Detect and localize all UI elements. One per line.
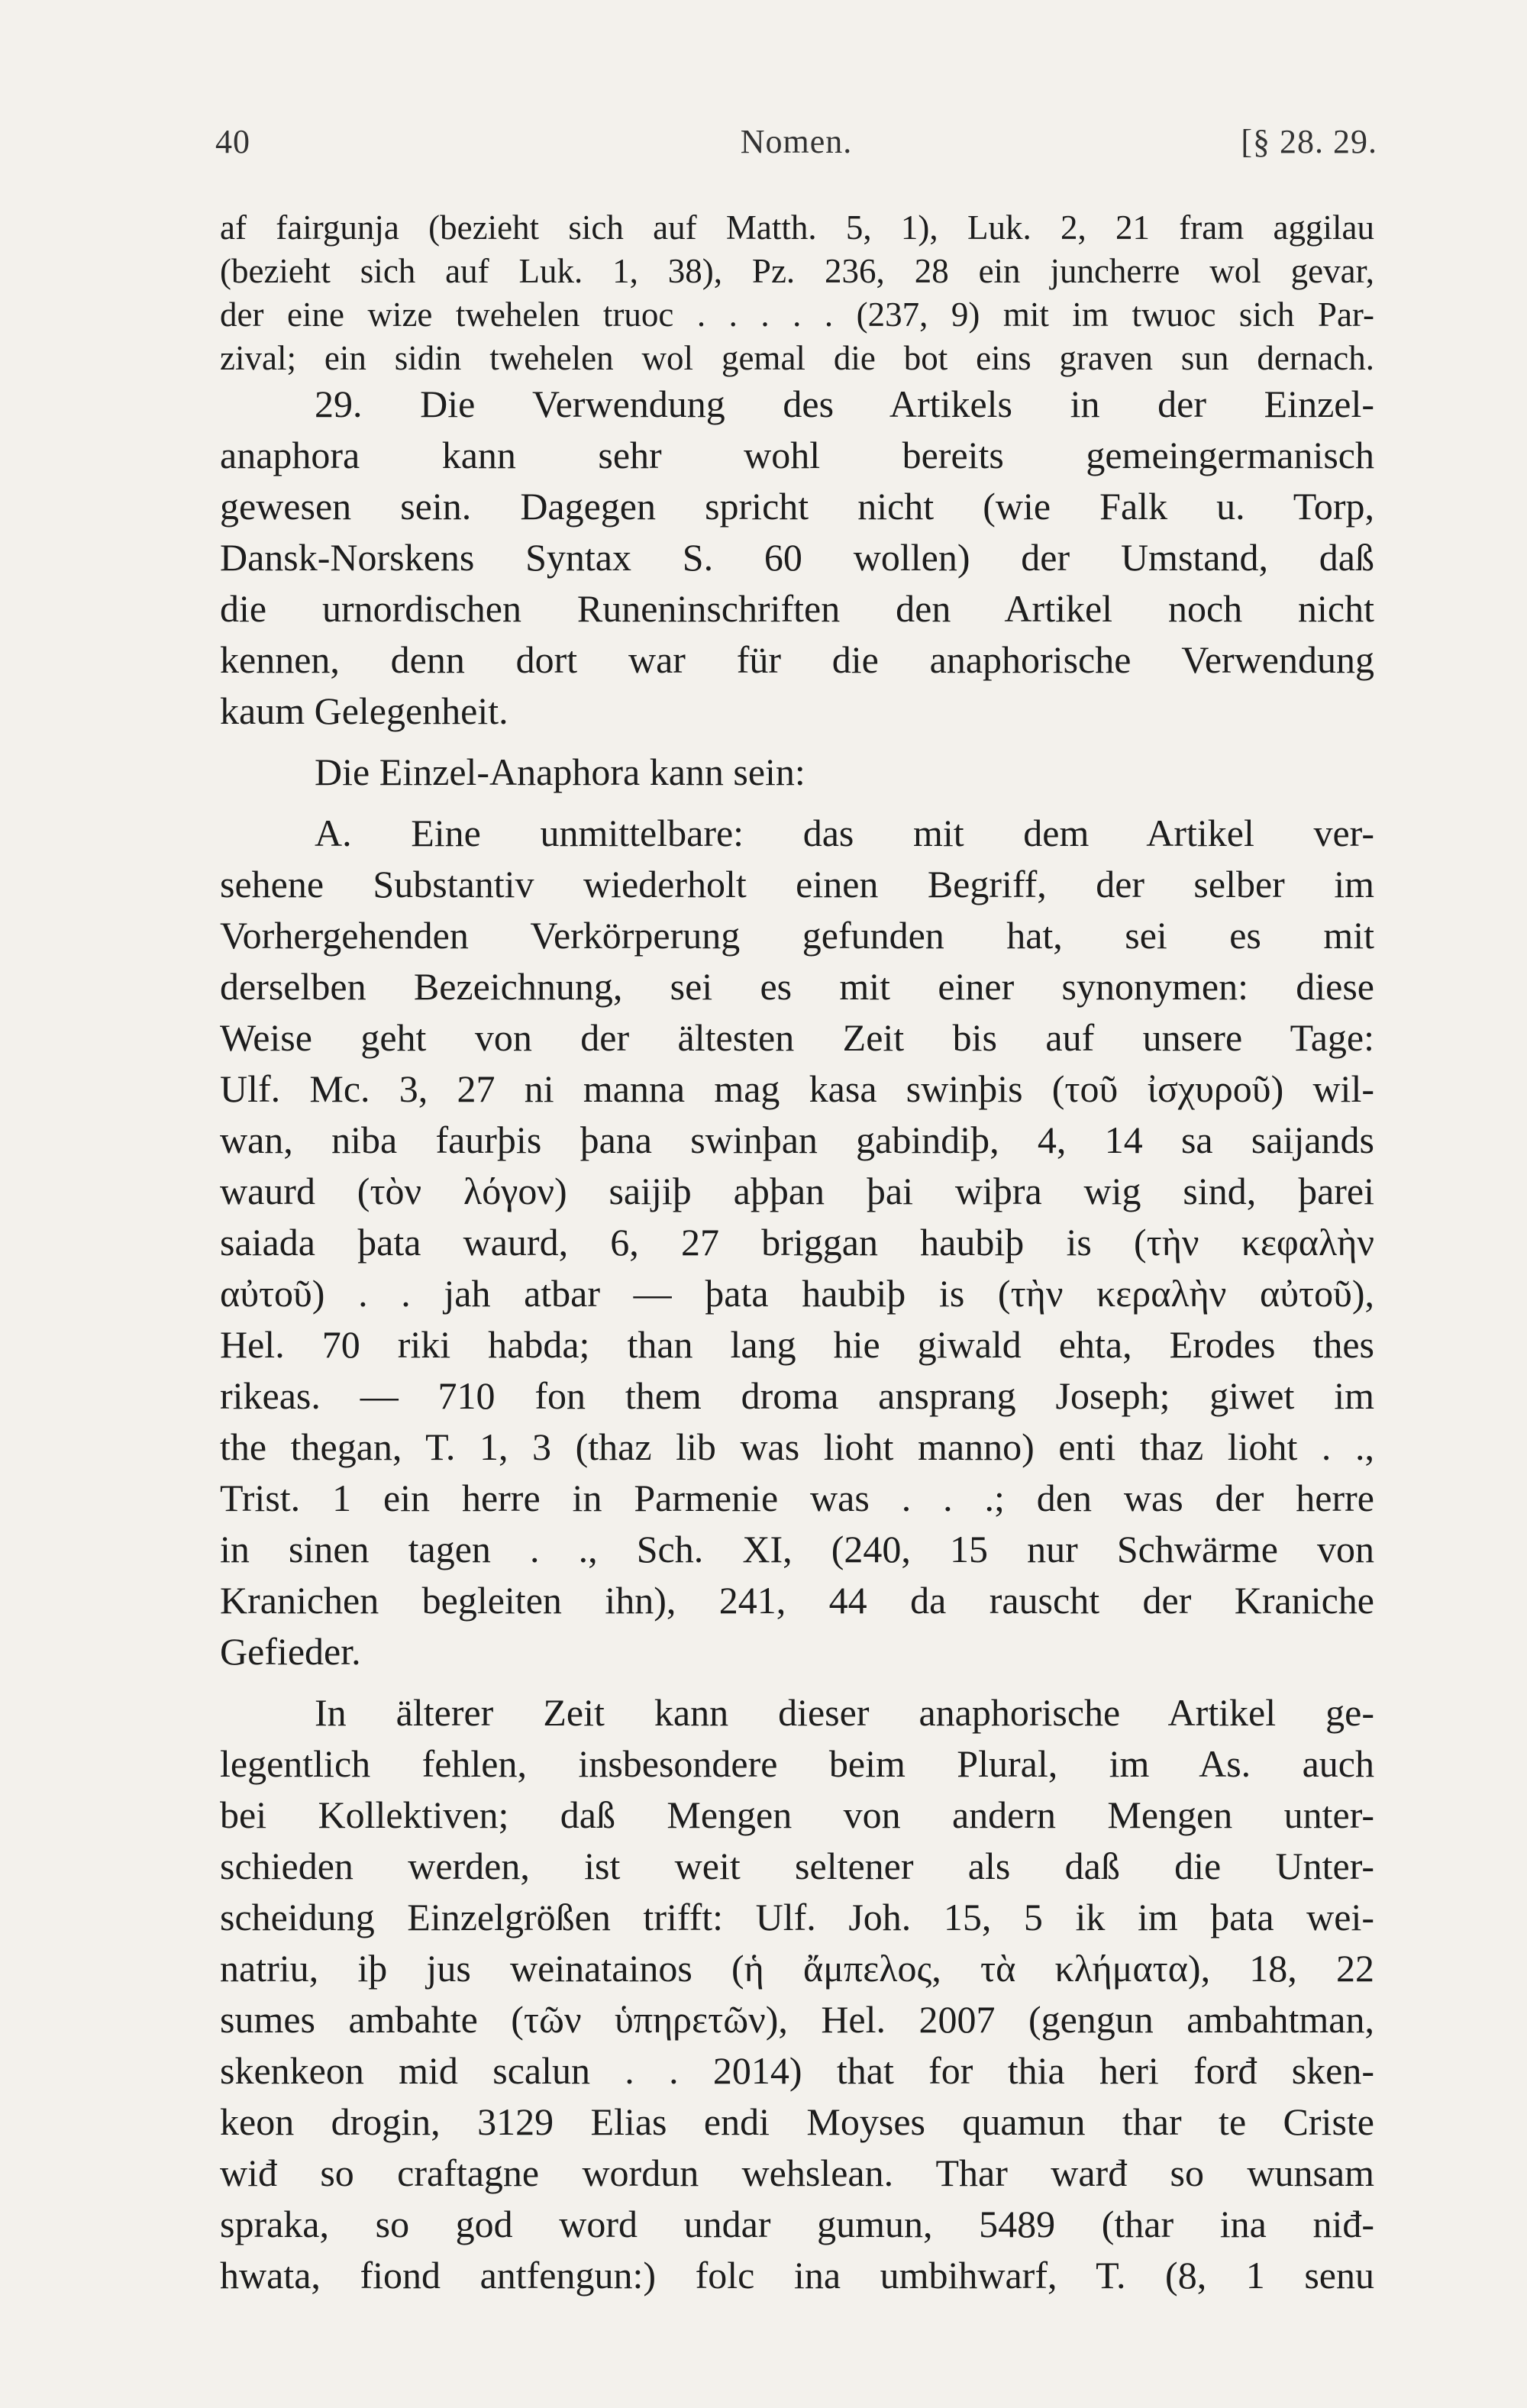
text-line: wan, niba faurþis þana swinþan gabindiþ, 4, 14 sa saijands [220, 1118, 1374, 1161]
text-line: gewesen sein. Dagegen spricht nicht (wie Falk u. Torp, [220, 485, 1374, 528]
text-line: schieden werden, ist weit seltener als daß die Unter- [220, 1845, 1374, 1887]
footnote-continuation [220, 206, 1374, 380]
text-line: legentlich fehlen, insbesondere beim Plural, im As. auch [220, 1742, 1374, 1785]
text-line: spraka, so god word undar gumun, 5489 (thar ina niđ- [220, 2203, 1374, 2245]
text-line: sehene Substantiv wiederholt einen Begriff, der selber im [220, 863, 1374, 905]
text-line: der eine wize twehelen truoc . . . . . (237, 9) mit im twuoc sich Par- [220, 295, 1374, 334]
text-line: derselben Bezeichnung, sei es mit einer synonymen: diese [220, 965, 1374, 1008]
section-marker: [§ 28. 29. [1241, 123, 1377, 160]
text-line: αὐτοῦ) . . jah atbar — þata haubiþ is (τὴν κεραλὴν αὐτοῦ), [220, 1272, 1374, 1315]
text-line: Gefieder. [220, 1630, 361, 1673]
text-line: saiada þata waurd, 6, 27 briggan haubiþ is (τὴν κεφαλὴν [220, 1221, 1374, 1264]
section-heading-line: 29. Die Verwendung des Artikels in der Einzel- [315, 383, 1374, 425]
text-line: A. Eine unmittelbare: das mit dem Artikel ver- [315, 812, 1374, 854]
section-29-body [220, 379, 1374, 2301]
text-line: sumes ambahte (τῶν ὑπηρετῶν), Hel. 2007 (gengun ambahtman, [220, 1998, 1374, 2041]
running-header [215, 122, 1377, 176]
text-line: Die Einzel-Anaphora kann sein: [315, 750, 805, 793]
text-line: anaphora kann sehr wohl bereits gemeingermanisch [220, 434, 1374, 476]
text-line: keon drogin, 3129 Elias endi Moyses quamun thar te Criste [220, 2100, 1374, 2143]
text-line: rikeas. — 710 fon them droma ansprang Joseph; giwet im [220, 1374, 1374, 1417]
text-line: the thegan, T. 1, 3 (thaz lib was lioht manno) enti thaz lioht . ., [220, 1425, 1374, 1468]
text-line: zival; ein sidin twehelen wol gemal die bot eins graven sun dernach. [220, 339, 1374, 377]
text-line: bei Kollektiven; daß Mengen von andern Mengen unter- [220, 1793, 1374, 1836]
text-line: (bezieht sich auf Luk. 1, 38), Pz. 236, 28 ein juncherre wol gevar, [220, 252, 1374, 290]
text-line: Kranichen begleiten ihn), 241, 44 da rauscht der Kraniche [220, 1579, 1374, 1622]
text-line: Dansk-Norskens Syntax S. 60 wollen) der Umstand, daß [220, 536, 1374, 579]
text-line: in sinen tagen . ., Sch. XI, (240, 15 nur Schwärme von [220, 1528, 1374, 1570]
text-line: Weise geht von der ältesten Zeit bis auf unsere Tage: [220, 1016, 1374, 1059]
text-line: natriu, iþ jus weinatainos (ἡ ἄμπελος, τὰ κλήματα), 18, 22 [220, 1947, 1374, 1990]
text-line: wiđ so craftagne wordun wehslean. Thar warđ so wunsam [220, 2151, 1374, 2194]
text-line: die urnordischen Runeninschriften den Artikel noch nicht [220, 587, 1374, 630]
text-line: skenkeon mid scalun . . 2014) that for thia heri forđ sken- [220, 2049, 1374, 2092]
page-number: 40 [215, 123, 250, 160]
text-line: hwata, fiond antfengun:) folc ina umbihwarf, T. (8, 1 senu [220, 2254, 1374, 2297]
text-line: Trist. 1 ein herre in Parmenie was . . .; den was der herre [220, 1477, 1374, 1519]
text-line: af fairgunja (bezieht sich auf Matth. 5, 1), Luk. 2, 21 fram aggilau [220, 208, 1374, 247]
text-line: Ulf. Mc. 3, 27 ni manna mag kasa swinþis (τοῦ ἰσχυροῦ) wil- [220, 1067, 1374, 1110]
text-line: kaum Gelegenheit. [220, 689, 508, 732]
text-line: waurd (τὸν λόγον) saijiþ aþþan þai wiþra wig sind, þarei [220, 1170, 1374, 1212]
text-line: kennen, denn dort war für die anaphorische Verwendung [220, 638, 1374, 681]
text-line: scheidung Einzelgrößen trifft: Ulf. Joh. 15, 5 ik im þata wei- [220, 1896, 1374, 1938]
running-title: Nomen. [740, 123, 853, 160]
text-line: Hel. 70 riki habda; than lang hie giwald ehta, Erodes thes [220, 1323, 1374, 1366]
text-line: In älterer Zeit kann dieser anaphorische Artikel ge- [315, 1691, 1374, 1734]
text-line: Vorhergehenden Verkörperung gefunden hat, sei es mit [220, 914, 1374, 957]
